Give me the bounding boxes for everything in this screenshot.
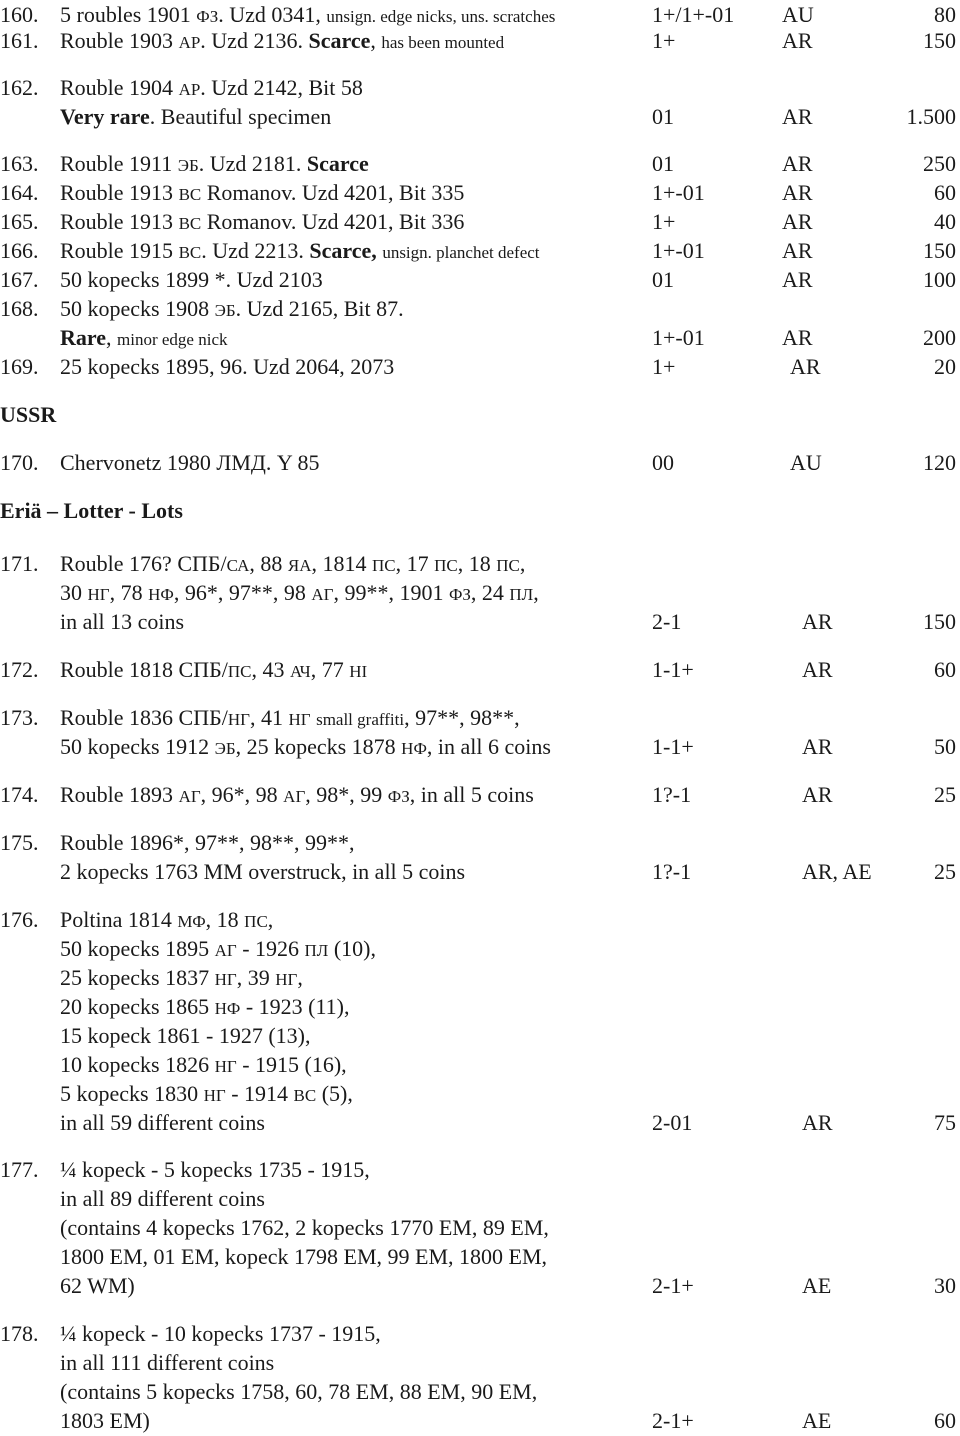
lot-description: Rouble 1913 ВС Romanov. Uzd 4201, Bit 335 [60,180,465,205]
lot-number: 175. [0,830,39,855]
lot-line [0,1079,960,1109]
lot-description: Rouble 1915 ВС. Uzd 2213. Scarce, unsign. planchet defect [60,238,540,263]
lot-metal: AR [802,734,833,759]
lot-description: 2 kopecks 1763 MM overstruck, in all 5 coins [60,859,466,884]
lot-line [0,992,960,1022]
lot-price: 40 [934,209,956,234]
lot-grade: 01 [652,267,674,292]
lot-line [0,448,960,478]
lot-description: in all 13 coins [60,609,185,634]
lot-number: 160. [0,2,39,27]
lot-grade: 1?-1 [652,859,692,884]
lot-number: 171. [0,551,39,576]
lot-metal: AE [802,1408,832,1433]
lot-line [0,149,960,179]
lot-grade: 2-1+ [652,1408,694,1433]
lot-line [0,1213,960,1243]
lot-price: 150 [923,28,956,53]
lot-price: 30 [934,1273,956,1298]
lot-number: 174. [0,782,39,807]
lot-grade: 01 [652,151,674,176]
lot-line [0,207,960,237]
lot-line [0,102,960,132]
lot-number: 161. [0,28,39,53]
lot-description: Rouble 1903 АР. Uzd 2136. Scarce, has been mounted [60,28,505,53]
lot-metal: AR [782,238,813,263]
lot-description: Rouble 176? СПБ/СА, 88 ЯА, 1814 ПС, 17 ПС, 18 ПС, [60,551,526,576]
lot-line [0,1271,960,1301]
lot-description: 50 kopecks 1908 ЭБ. Uzd 2165, Bit 87. [60,296,404,321]
lot-grade: 1-1+ [652,657,694,682]
lot-line [0,1021,960,1051]
lot-line [0,1155,960,1185]
lot-number: 170. [0,450,39,475]
lot-line [0,1050,960,1080]
lot-description: 20 kopecks 1865 НФ - 1923 (11), [60,994,350,1019]
lot-number: 168. [0,296,39,321]
lot-metal: AR [782,209,813,234]
lot-price: 25 [934,782,956,807]
lot-grade: 1?-1 [652,782,692,807]
lot-line [0,1406,960,1436]
lot-number: 165. [0,209,39,234]
lot-description: Rouble 1904 АР. Uzd 2142, Bit 58 [60,75,363,100]
lot-description: ¼ kopeck - 10 kopecks 1737 - 1915, [60,1321,381,1346]
lot-metal: AR [782,180,813,205]
lot-grade: 1+ [652,354,676,379]
lot-price: 120 [923,450,956,475]
lot-price: 50 [934,734,956,759]
lot-line [0,549,960,579]
lot-line [0,963,960,993]
lot-description: in all 111 different coins [60,1350,275,1375]
lot-line [0,323,960,353]
lot-price: 20 [934,354,956,379]
lot-price: 150 [923,609,956,634]
section-heading: USSR [0,402,57,427]
lot-price: 75 [934,1110,956,1135]
lot-price: 1.500 [906,104,956,129]
lot-line [0,1184,960,1214]
lot-line [0,703,960,733]
lot-line [0,828,960,858]
lot-description: 1803 EM) [60,1408,150,1433]
lot-description: Rouble 1911 ЭБ. Uzd 2181. Scarce [60,151,369,176]
lot-description: Very rare. Beautiful specimen [60,104,332,129]
lot-number: 176. [0,907,39,932]
lot-line [0,578,960,608]
lot-metal: AR [782,28,813,53]
lot-line [0,265,960,295]
lot-metal: AR [802,1110,833,1135]
lot-grade: 1+-01 [652,238,705,263]
lot-description: (contains 4 kopecks 1762, 2 kopecks 1770 EM, 89 EM, [60,1215,549,1240]
lot-description: 50 kopecks 1899 *. Uzd 2103 [60,267,323,292]
lot-number: 167. [0,267,39,292]
lot-number: 166. [0,238,39,263]
lot-metal: AR [790,354,821,379]
lot-description: 62 WM) [60,1273,135,1298]
lot-description: ¼ kopeck - 5 kopecks 1735 - 1915, [60,1157,370,1182]
lot-price: 60 [934,657,956,682]
lot-price: 200 [923,325,956,350]
lot-line [0,352,960,382]
lot-number: 172. [0,657,39,682]
lot-line [0,73,960,103]
lot-description: 50 kopecks 1895 АГ - 1926 ПЛ (10), [60,936,376,961]
lot-description: 15 kopeck 1861 - 1927 (13), [60,1023,311,1048]
lot-grade: 1+ [652,28,676,53]
lot-line [0,905,960,935]
lot-grade: 01 [652,104,674,129]
lot-line [0,294,960,324]
lot-description: Rouble 1893 АГ, 96*, 98 АГ, 98*, 99 ФЗ, in all 5 coins [60,782,534,807]
lot-description: Rouble 1818 СПБ/ПС, 43 АЧ, 77 НІ [60,657,368,682]
lot-metal: AE [802,1273,832,1298]
lot-grade: 1+-01 [652,325,705,350]
lot-description: in all 89 different coins [60,1186,265,1211]
lot-description: 5 roubles 1901 ФЗ. Uzd 0341, unsign. edge nicks, uns. scratches [60,2,556,27]
lot-description: in all 59 different coins [60,1110,265,1135]
lot-metal: AU [790,450,822,475]
lot-description: Poltina 1814 МФ, 18 ПС, [60,907,274,932]
lot-grade: 1+ [652,209,676,234]
lot-grade: 2-1+ [652,1273,694,1298]
lot-description: Rouble 1836 СПБ/НГ, 41 НГ small graffiti, 97**, 98**, [60,705,520,730]
lot-line [0,1377,960,1407]
lot-metal: AR [802,609,833,634]
lot-number: 169. [0,354,39,379]
lot-line [0,607,960,637]
lot-number: 163. [0,151,39,176]
lot-description: Rare, minor edge nick [60,325,228,350]
lot-line [0,1242,960,1272]
lot-price: 150 [923,238,956,263]
lot-line [0,1348,960,1378]
lot-price: 60 [934,1408,956,1433]
lot-description: Chervonetz 1980 ЛМД. Y 85 [60,450,320,475]
lot-line [0,780,960,810]
lot-description: 25 kopecks 1895, 96. Uzd 2064, 2073 [60,354,395,379]
lot-metal: AR [782,151,813,176]
lot-metal: AR [802,657,833,682]
lot-grade: 00 [652,450,674,475]
lot-grade: 2-01 [652,1110,693,1135]
lot-number: 178. [0,1321,39,1346]
lot-line [0,1319,960,1349]
lot-grade: 2-1 [652,609,682,634]
lot-number: 177. [0,1157,39,1182]
lot-price: 60 [934,180,956,205]
lot-line [0,732,960,762]
lot-metal: AR, AE [802,859,872,884]
lot-metal: AU [782,2,814,27]
lot-metal: AR [802,782,833,807]
lot-description: 5 kopecks 1830 НГ - 1914 ВС (5), [60,1081,353,1106]
lot-line [0,655,960,685]
lot-price: 100 [923,267,956,292]
lot-price: 80 [934,2,956,27]
lot-metal: AR [782,104,813,129]
lot-number: 162. [0,75,39,100]
lot-description: 1800 EM, 01 EM, kopeck 1798 EM, 99 EM, 1800 EM, [60,1244,548,1269]
lot-description: 50 kopecks 1912 ЭБ, 25 kopecks 1878 НФ, in all 6 coins [60,734,551,759]
lot-metal: AR [782,267,813,292]
lot-line [0,178,960,208]
lot-description: 30 НГ, 78 НФ, 96*, 97**, 98 АГ, 99**, 1901 ФЗ, 24 ПЛ, [60,580,539,605]
lot-line [0,1108,960,1138]
lot-line [0,26,960,56]
lot-line [0,857,960,887]
section-heading: Eriä – Lotter - Lots [0,498,183,523]
lot-metal: AR [782,325,813,350]
lot-description: Rouble 1896*, 97**, 98**, 99**, [60,830,355,855]
lot-number: 173. [0,705,39,730]
lot-grade: 1+/1+-01 [652,2,735,27]
lot-price: 25 [934,859,956,884]
lot-line [0,236,960,266]
lot-description: 25 kopecks 1837 НГ, 39 НГ, [60,965,303,990]
lot-description: (contains 5 kopecks 1758, 60, 78 EM, 88 EM, 90 EM, [60,1379,538,1404]
lot-description: 10 kopecks 1826 НГ - 1915 (16), [60,1052,347,1077]
lot-price: 250 [923,151,956,176]
lot-grade: 1+-01 [652,180,705,205]
lot-number: 164. [0,180,39,205]
lot-grade: 1-1+ [652,734,694,759]
lot-line [0,934,960,964]
lot-description: Rouble 1913 ВС Romanov. Uzd 4201, Bit 336 [60,209,465,234]
